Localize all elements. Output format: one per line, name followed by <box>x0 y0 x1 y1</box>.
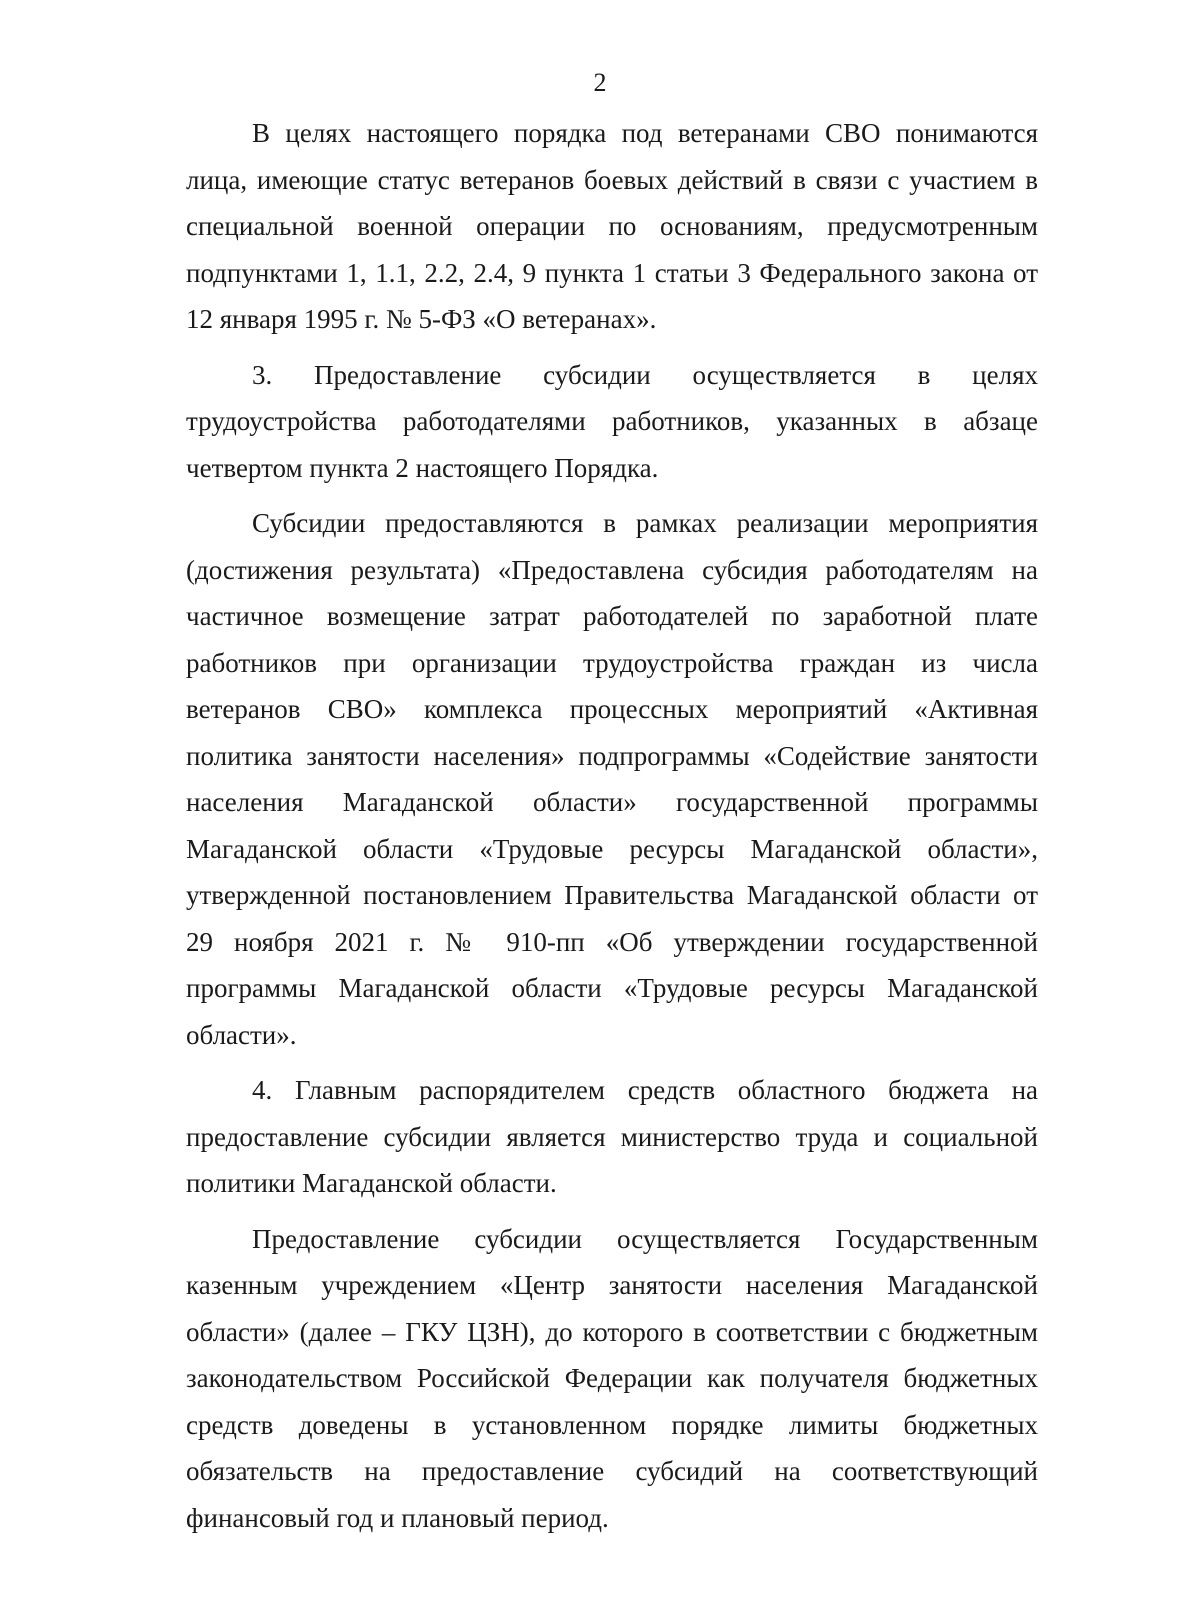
paragraph-subsidy-program: Субсидии предоставляются в рамках реализации мероприятия (достижения результата) «Предоставлена субсидия работодателям на частичное возмещение затрат работодателей по заработной плате работников при организации трудоустройства граждан из числа ветеранов СВО» комплекса процессных мероприятий «Активная политика занятости населения» подпрограммы «Содействие занятости населения Магаданской области» государственной программы Магаданской области «Трудовые ресурсы Магаданской области», утвержденной постановлением Правительства Магаданской области от 29 ноября 2021 г. № 910-пп «Об утверждении государственной программы Магаданской области «Трудовые ресурсы Магаданской области». <box>186 508 1038 1050</box>
paragraph-svo-veterans-definition: В целях настоящего порядка под ветеранами СВО понимаются лица, имеющие статус ветеранов боевых действий в связи с участием в специальной военной операции по основаниям, предусмотренным подпунктами 1, 1.1, 2.2, 2.4, 9 пункта 1 статьи 3 Федерального закона от 12 января 1995 г. № 5-ФЗ «О ветеранах». <box>186 118 1038 334</box>
paragraph-gku-czn: Предоставление субсидии осуществляется Государственным казенным учреждением «Центр занятости населения Магаданской области» (далее – ГКУ ЦЗН), до которого в соответствии с бюджетным законодательством Российской Федерации как получателя бюджетных средств доведены в установленном порядке лимиты бюджетных обязательств на предоставление субсидий на соответствующий финансовый год и плановый период. <box>186 1223 1038 1533</box>
page-number: 2 <box>593 68 607 97</box>
paragraph-item-4: 4. Главным распорядителем средств областного бюджета на предоставление субсидии является министерство труда и социальной политики Магаданской области. <box>186 1075 1038 1198</box>
paragraph-item-3: 3. Предоставление субсидии осуществляется в целях трудоустройства работодателями работников, указанных в абзаце четвертом пункта 2 настоящего Порядка. <box>186 359 1038 483</box>
document-body <box>186 110 1038 1550</box>
